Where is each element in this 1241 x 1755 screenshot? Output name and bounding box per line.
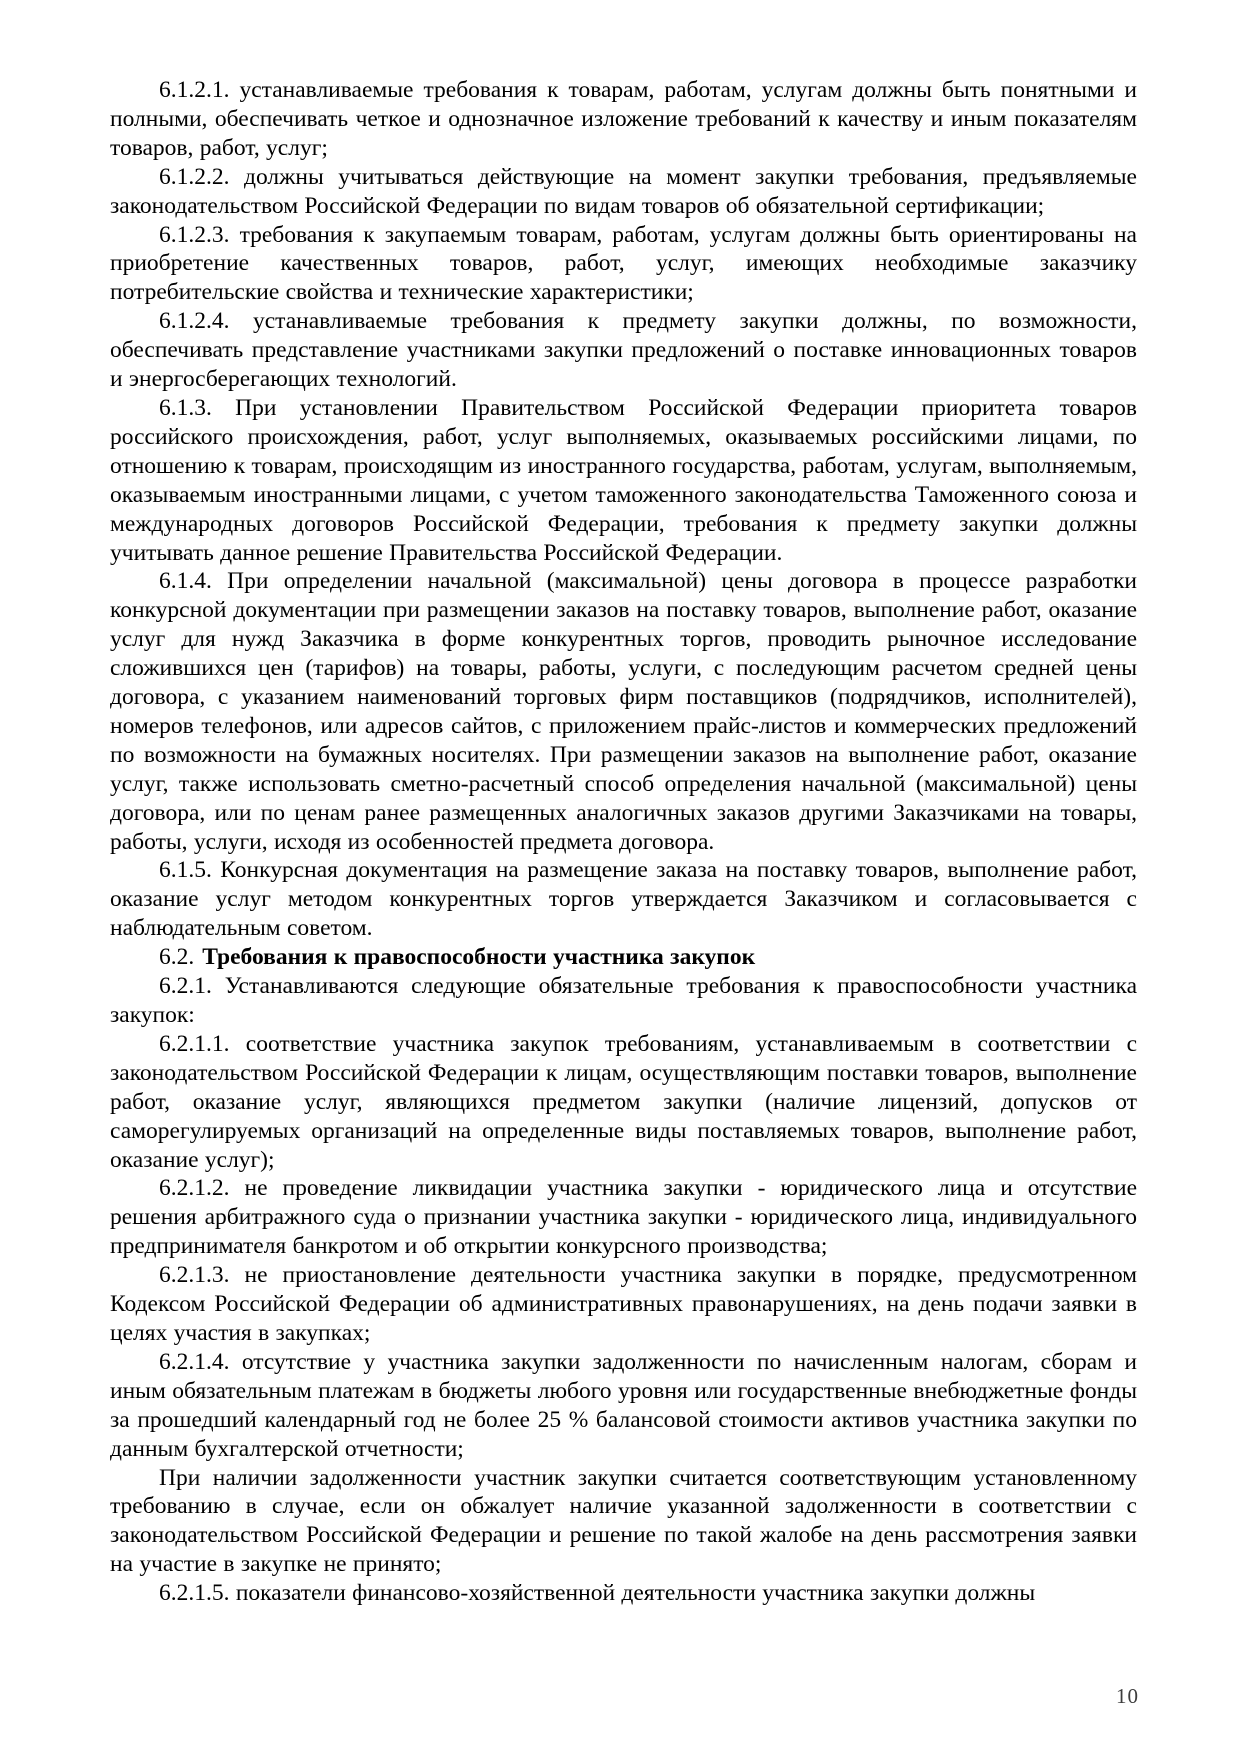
clause-6-2-1: 6.2.1. Устанавливаются следующие обязательные требования к правоспособности участника закупок: <box>110 973 1137 1028</box>
clause-6-1-5: 6.1.5. Конкурсная документация на размещение заказа на поставку товаров, выполнение работ, оказание услуг методом конкурентных торгов утверждается Заказчиком и согласовывается с наблюдательным советом. <box>110 857 1137 942</box>
clause-6-2-1-5: 6.2.1.5. показатели финансово-хозяйственной деятельности участника закупки должны <box>159 1580 1036 1607</box>
clause-6-1-3: 6.1.3. При установлении Правительством Российской Федерации приоритета товаров российского происхождения, работ, услуг выполняемых, оказываемых российскими лицами, по отношению к товарам, происходящим из иностранного государства, работам, услугам, выполняемым, оказываемым иностранными лицами, с учетом таможенного законодательства Таможенного союза и международных договоров Российской Федерации, требования к предмету закупки должны учитывать данное решение Правительства Российской Федерации. <box>110 394 1137 566</box>
text-block <box>110 76 1137 1608</box>
clause-6-2-1-4-debt-note: При наличии задолженности участник закупки считается соответствующим установленному требованию в случае, если он обжалует наличие указанной задолженности в соответствии с законодательством Российской Федерации и решение по такой жалобе на день рассмотрения заявки на участие в закупке не принято; <box>110 1464 1137 1578</box>
clause-6-2-1-1: 6.2.1.1. соответствие участника закупок требованиям, устанавливаемым в соответствии с законодательством Российской Федерации к лицам, осуществляющим поставки товаров, выполнение работ, оказание услуг, являющихся предметом закупки (наличие лицензий, допусков от саморегулируемых организаций на определенные виды поставляемых товаров, выполнение работ, оказание услуг); <box>110 1030 1137 1173</box>
section-heading-title: Требования к правоспособности участника закупок <box>202 944 756 971</box>
clause-6-2-1-3: 6.2.1.3. не приостановление деятельности участника закупки в порядке, предусмотренном Кодексом Российской Федерации об административных правонарушениях, на день подачи заявки в целях участия в закупках; <box>110 1262 1137 1346</box>
page-number: 10 <box>1116 1684 1139 1708</box>
clause-6-1-2-3: 6.1.2.3. требования к закупаемым товарам, работам, услугам должны быть ориентированы на приобретение качественных товаров, работ, услуг, имеющих необходимые заказчику потребительские свойства и технические характеристики; <box>110 221 1137 306</box>
clause-6-1-4: 6.1.4. При определении начальной (максимальной) цены договора в процессе разработки конкурсной документации при размещении заказов на поставку товаров, выполнение работ, оказание услуг для нужд Заказчика в форме конкурентных торгов, проводить рыночное исследование сложившихся цен (тарифов) на товары, работы, услуги, с последующим расчетом средней цены договора, с указанием наименований торговых фирм поставщиков (подрядчиков, исполнителей), номеров телефонов, или адресов сайтов, с приложением прайс-листов и коммерческих предложений по возможности на бумажных носителях. При размещении заказов на выполнение работ, оказание услуг, также использовать сметно-расчетный способ определения начальной (максимальной) цены договора, или по ценам ранее размещенных аналогичных заказов другими Заказчиками на товары, работы, услуги, исходя из особенностей предмета договора. <box>110 568 1137 855</box>
section-heading-number: 6.2. <box>159 944 195 971</box>
clause-6-1-2-2: 6.1.2.2. должны учитываться действующие на момент закупки требования, предъявляемые законодательством Российской Федерации по видам товаров об обязательной сертификации; <box>110 163 1137 219</box>
clause-6-2-1-2: 6.2.1.2. не проведение ликвидации участника закупки - юридического лица и отсутствие решения арбитражного суда о признании участника закупки - юридического лица, индивидуального предпринимателя банкротом и об открытии конкурсного производства; <box>110 1175 1137 1260</box>
clause-6-1-2-4: 6.1.2.4. устанавливаемые требования к предмету закупки должны, по возможности, обеспечивать представление участниками закупки предложений о поставке инновационных товаров и энергосберегающих технологий. <box>110 308 1137 393</box>
clause-6-1-2-1: 6.1.2.1. устанавливаемые требования к товарам, работам, услугам должны быть понятными и полными, обеспечивать четкое и однозначное изложение требований к качеству и иным показателям товаров, работ, услуг; <box>110 77 1137 161</box>
clause-6-2-1-4: 6.2.1.4. отсутствие у участника закупки задолженности по начисленным налогам, сборам и иным обязательным платежам в бюджеты любого уровня или государственные внебюджетные фонды за прошедший календарный год не более 25 % балансовой стоимости активов участника закупки по данным бухгалтерской отчетности; <box>110 1348 1137 1462</box>
section-heading-6-2 <box>110 943 1137 972</box>
